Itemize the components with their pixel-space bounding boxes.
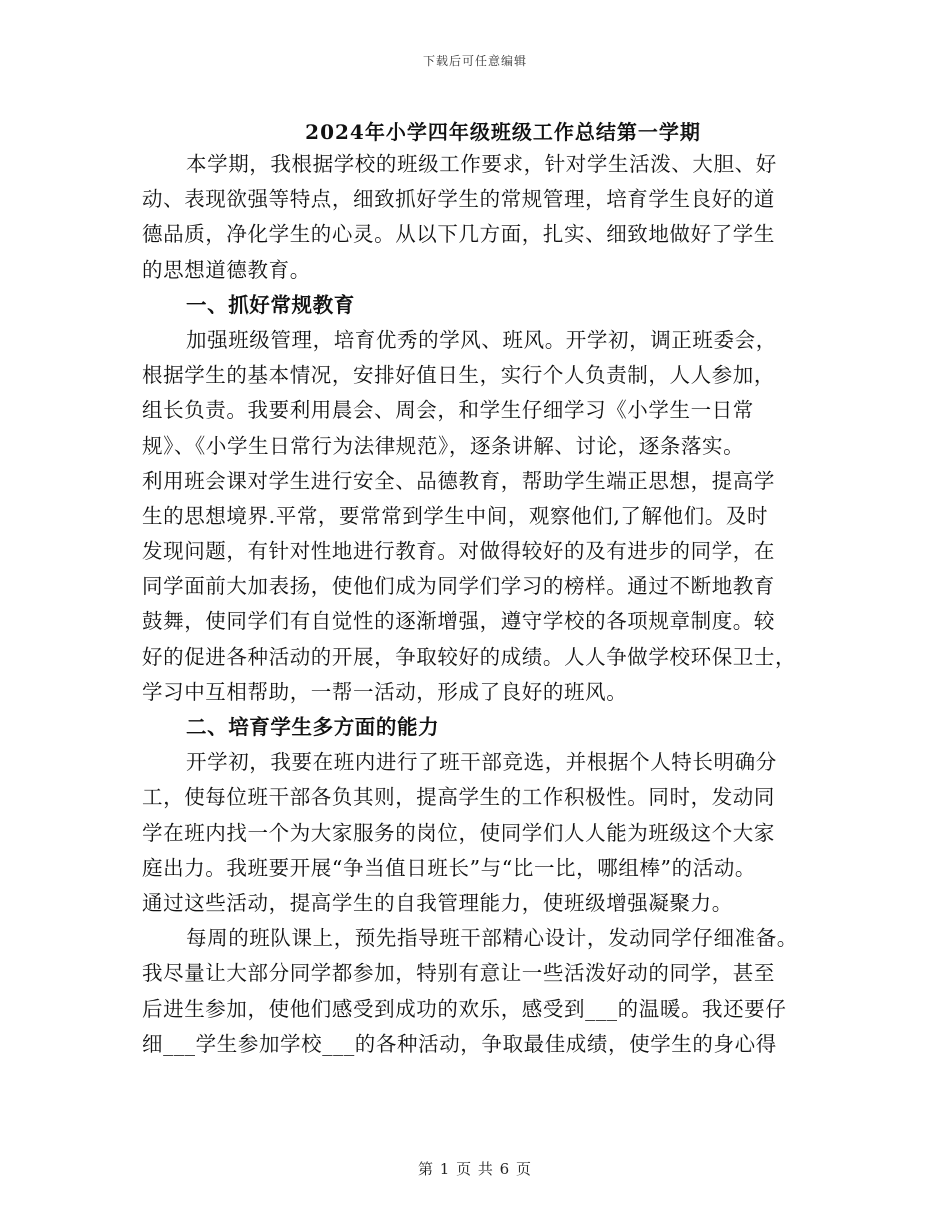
paragraph-line: 工，使每位班干部各负其则，提高学生的工作积极性。同时，发动同 <box>142 785 775 810</box>
paragraph-line: 根据学生的基本情况，安排好值日生，实行个人负责制，人人参加， <box>142 363 775 388</box>
document-title: 2024年小学四年级班级工作总结第一学期 <box>305 120 701 144</box>
paragraph-line: 每周的班队课上，预先指导班干部精心设计，发动同学仔细准备。 <box>186 926 798 951</box>
paragraph-line: 鼓舞，使同学们有自觉性的逐渐增强，遵守学校的各项规章制度。较 <box>142 609 775 634</box>
page-header-note: 下载后可任意编辑 <box>422 54 527 68</box>
paragraph-line: 加强班级管理，培育优秀的学风、班风。开学初，调正班委会， <box>186 327 777 352</box>
paragraph-line: 通过这些活动，提高学生的自我管理能力，使班级增强凝聚力。 <box>142 890 733 915</box>
paragraph-line: 动、表现欲强等特点，细致抓好学生的常规管理，培育学生良好的道 <box>142 187 775 212</box>
paragraph-line: 组长负责。我要利用晨会、周会，和学生仔细学习《小学生一日常 <box>142 398 754 423</box>
paragraph-line: 生的思想境界.平常，要常常到学生中间，观察他们,了解他们。及时 <box>142 503 769 528</box>
section-heading: 一、抓好常规教育 <box>186 292 355 317</box>
page-number-footer: 第 1 页 共 6 页 <box>418 1160 532 1178</box>
document-body <box>142 147 814 1062</box>
paragraph-line: 同学面前大加表扬，使他们成为同学们学习的榜样。通过不断地教育 <box>142 574 775 599</box>
paragraph-line: 细___学生参加学校___的各种活动，争取最佳成绩，使学生的身心得 <box>142 1031 777 1056</box>
paragraph-line: 利用班会课对学生进行安全、品德教育，帮助学生端正思想，提高学 <box>142 468 775 493</box>
paragraph-line: 后进生参加，使他们感受到成功的欢乐，感受到___的温暖。我还要仔 <box>142 996 787 1021</box>
paragraph-line: 发现问题，有针对性地进行教育。对做得较好的及有进步的同学，在 <box>142 539 775 564</box>
paragraph-line: 好的促进各种活动的开展，争取较好的成绩。人人争做学校环保卫士， <box>142 644 797 669</box>
paragraph-line: 开学初，我要在班内进行了班干部竞选，并根据个人特长明确分 <box>186 750 777 775</box>
paragraph-line: 规》、《小学生日常行为法律规范》，逐条讲解、讨论，逐条落实。 <box>142 433 745 458</box>
paragraph-line: 学在班内找一个为大家服务的岗位，使同学们人人能为班级这个大家 <box>142 820 775 845</box>
paragraph-line: 学习中互相帮助，一帮一活动，形成了良好的班风。 <box>142 679 628 704</box>
paragraph-line: 的思想道德教育。 <box>142 257 311 282</box>
section-heading: 二、培育学生多方面的能力 <box>186 715 440 739</box>
paragraph-line: 德品质，净化学生的心灵。从以下几方面，扎实、细致地做好了学生 <box>142 222 775 247</box>
paragraph-line: 庭出力。我班要开展“争当值日班长”与“比一比，哪组棒”的活动。 <box>142 855 757 880</box>
paragraph-line: 本学期，我根据学校的班级工作要求，针对学生活泼、大胆、好 <box>186 152 777 176</box>
paragraph-line: 我尽量让大部分同学都参加，特别有意让一些活泼好动的同学，甚至 <box>142 961 775 986</box>
